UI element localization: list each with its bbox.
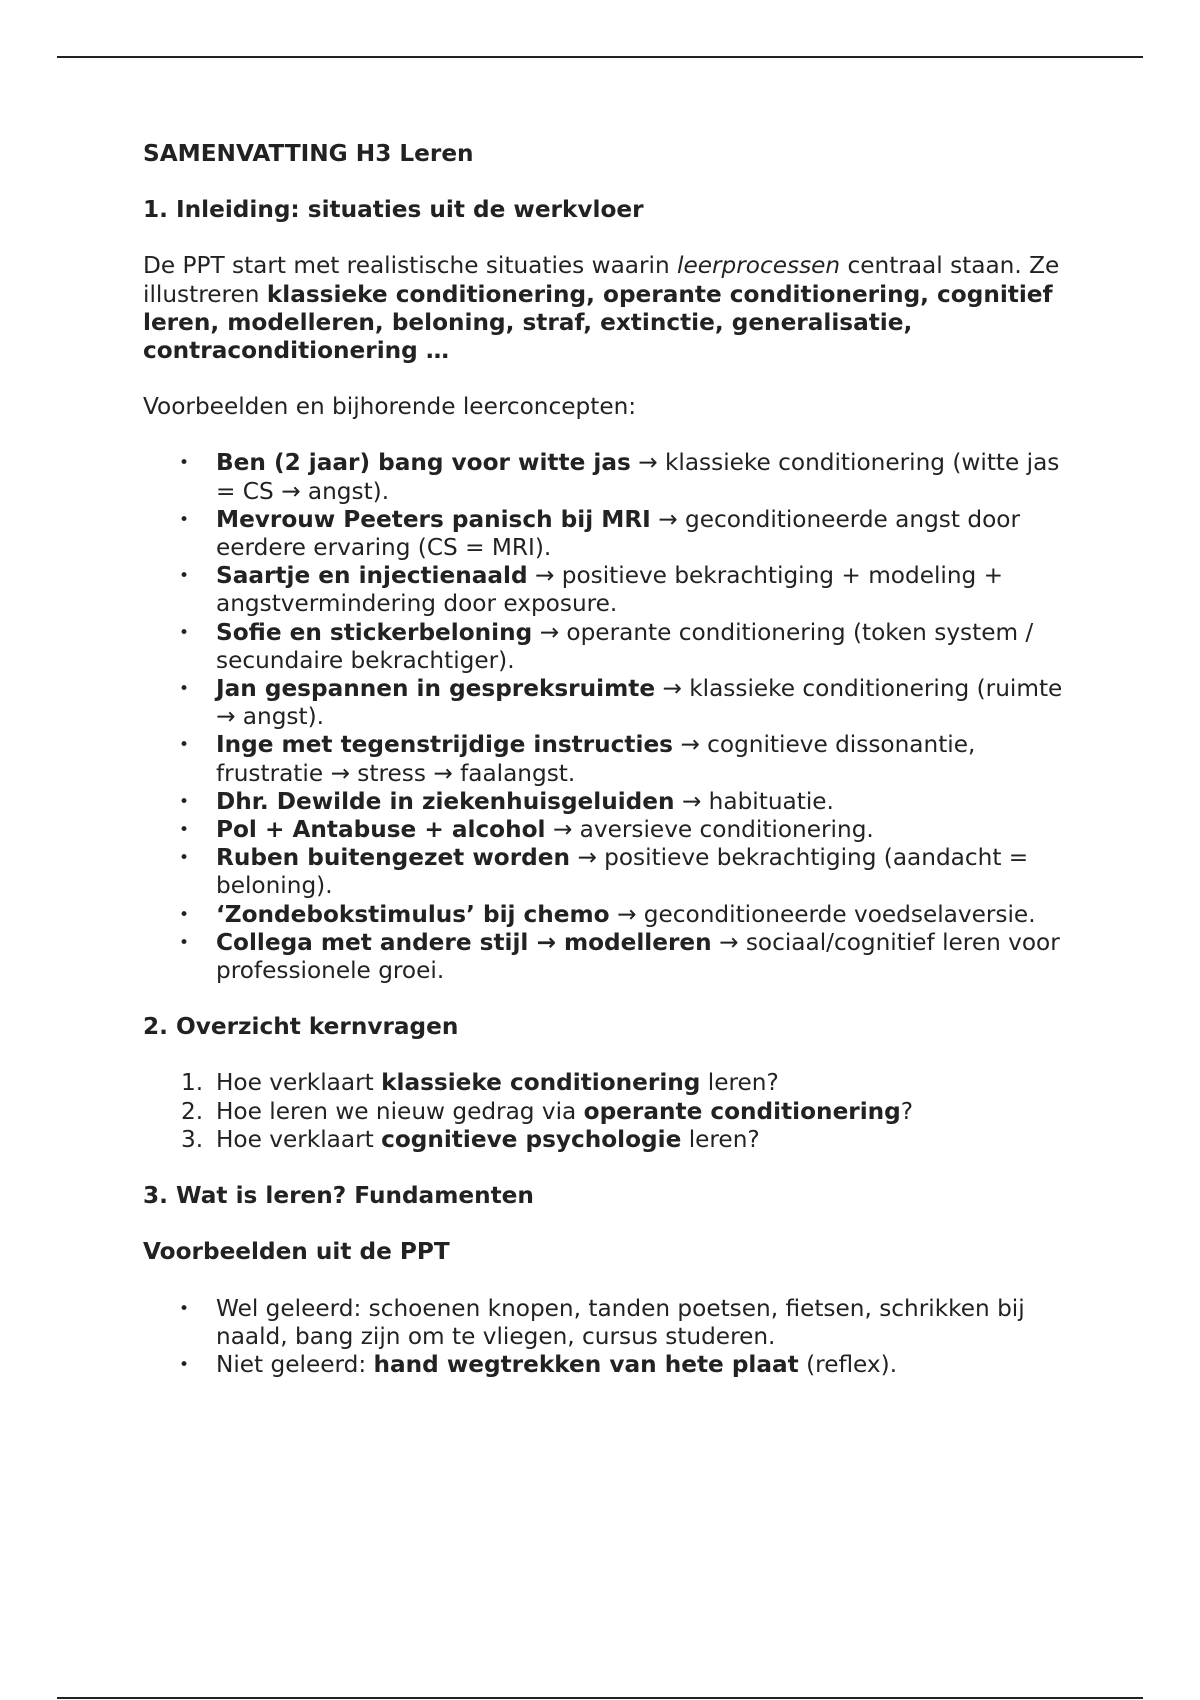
list-item: [143, 816, 1063, 844]
list-item: [143, 1126, 1063, 1154]
item-text: Niet geleerd:: [216, 1350, 374, 1378]
intro-paragraph: [143, 252, 1063, 365]
footer-rule: [57, 1697, 1143, 1699]
list-item: [143, 929, 1063, 985]
intro-emphasis: leerprocessen: [677, 252, 841, 280]
item-text: → cognitieve dissonantie, frustratie → stress → faalangst.: [216, 731, 976, 787]
item-text: Wel geleerd: schoenen knopen, tanden poetsen, fietsen, schrikken bij naald, bang zijn om te vliegen, cursus studeren.: [216, 1294, 1025, 1350]
intro-bold: klassieke conditionering, operante conditionering, cognitief leren, modelleren, beloning, straf, extinctie, generalisatie, contraconditionering …: [143, 280, 1053, 365]
item-bold: Pol + Antabuse + alcohol: [216, 816, 546, 844]
list-item: [143, 619, 1063, 675]
item-bold: Ben (2 jaar) bang voor witte jas: [216, 449, 631, 477]
list-item: [143, 731, 1063, 787]
item-number: 1.: [181, 1069, 204, 1097]
list-item: [143, 1351, 1063, 1379]
list-item: [143, 506, 1063, 562]
item-text: leren?: [700, 1069, 779, 1097]
list-item: [143, 788, 1063, 816]
list-item: [143, 449, 1063, 505]
intro-text-1: De PPT start met realistische situaties waarin: [143, 252, 678, 280]
item-bold: Saartje en injectienaald: [216, 562, 528, 590]
list-item: [143, 562, 1063, 618]
item-text: → klassieke conditionering (ruimte → angst).: [216, 675, 1063, 731]
section-2-heading: 2. Overzicht kernvragen: [143, 1013, 459, 1041]
item-bold: hand wegtrekken van hete plaat: [373, 1350, 799, 1378]
list-item: [143, 1295, 1063, 1351]
item-bold: cognitieve psychologie: [381, 1125, 682, 1153]
examples-list: [143, 449, 1063, 985]
item-bold: Inge met tegenstrijdige instructies: [216, 731, 673, 759]
item-text: → habituatie.: [674, 787, 834, 815]
kernvragen-list: [143, 1069, 1063, 1154]
document-body: [143, 140, 1063, 1407]
list-item: [143, 901, 1063, 929]
item-number: 3.: [181, 1125, 204, 1153]
list-item: [143, 1069, 1063, 1097]
header-rule: [57, 56, 1143, 58]
section-3-heading: 3. Wat is leren? Fundamenten: [143, 1182, 534, 1210]
item-number: 2.: [181, 1097, 204, 1125]
item-text: ?: [900, 1097, 914, 1125]
item-text: → geconditioneerde angst door eerdere ervaring (CS = MRI).: [216, 505, 1020, 562]
ppt-examples-list: [143, 1295, 1063, 1380]
item-text: leren?: [681, 1125, 760, 1153]
section-3-subheading: Voorbeelden uit de PPT: [143, 1238, 450, 1266]
item-text: → aversieve conditionering.: [545, 816, 874, 844]
list-item: [143, 1098, 1063, 1126]
item-text: → positieve bekrachtiging (aandacht = beloning).: [216, 844, 1029, 900]
item-text: Hoe verklaart: [216, 1069, 382, 1097]
list-item: [143, 675, 1063, 731]
item-text: → operante conditionering (token system / secundaire bekrachtiger).: [216, 618, 1034, 674]
item-bold: ‘Zondebokstimulus’ bij chemo: [216, 900, 610, 928]
item-bold: operante conditionering: [583, 1097, 901, 1125]
list-item: [143, 844, 1063, 900]
item-text: → sociaal/cognitief leren voor professionele groei.: [216, 928, 1060, 985]
item-bold: Sofie en stickerbeloning: [216, 618, 533, 646]
item-bold: klassieke conditionering: [381, 1069, 701, 1097]
item-text: → geconditioneerde voedselaversie.: [609, 900, 1036, 928]
item-text: → positieve bekrachtiging + modeling + angstvermindering door exposure.: [216, 562, 1004, 618]
item-bold: Dhr. Dewilde in ziekenhuisgeluiden: [216, 787, 675, 815]
item-bold: Jan gespannen in gespreksruimte: [216, 675, 656, 703]
item-text: Hoe leren we nieuw gedrag via: [216, 1097, 584, 1125]
item-text: (reflex).: [798, 1350, 898, 1378]
item-bold: Collega met andere stijl → modelleren: [216, 928, 712, 956]
item-text: → klassieke conditionering (witte jas = CS → angst).: [216, 449, 1060, 505]
examples-label: Voorbeelden en bijhorende leerconcepten:: [143, 393, 637, 421]
item-text: Hoe verklaart: [216, 1125, 382, 1153]
intro-text-2: centraal staan. Ze illustreren: [143, 252, 1060, 308]
document-title: SAMENVATTING H3 Leren: [143, 140, 474, 167]
section-1-heading: 1. Inleiding: situaties uit de werkvloer: [143, 196, 644, 224]
item-bold: Ruben buitengezet worden: [216, 844, 570, 872]
item-bold: Mevrouw Peeters panisch bij MRI: [216, 505, 651, 533]
